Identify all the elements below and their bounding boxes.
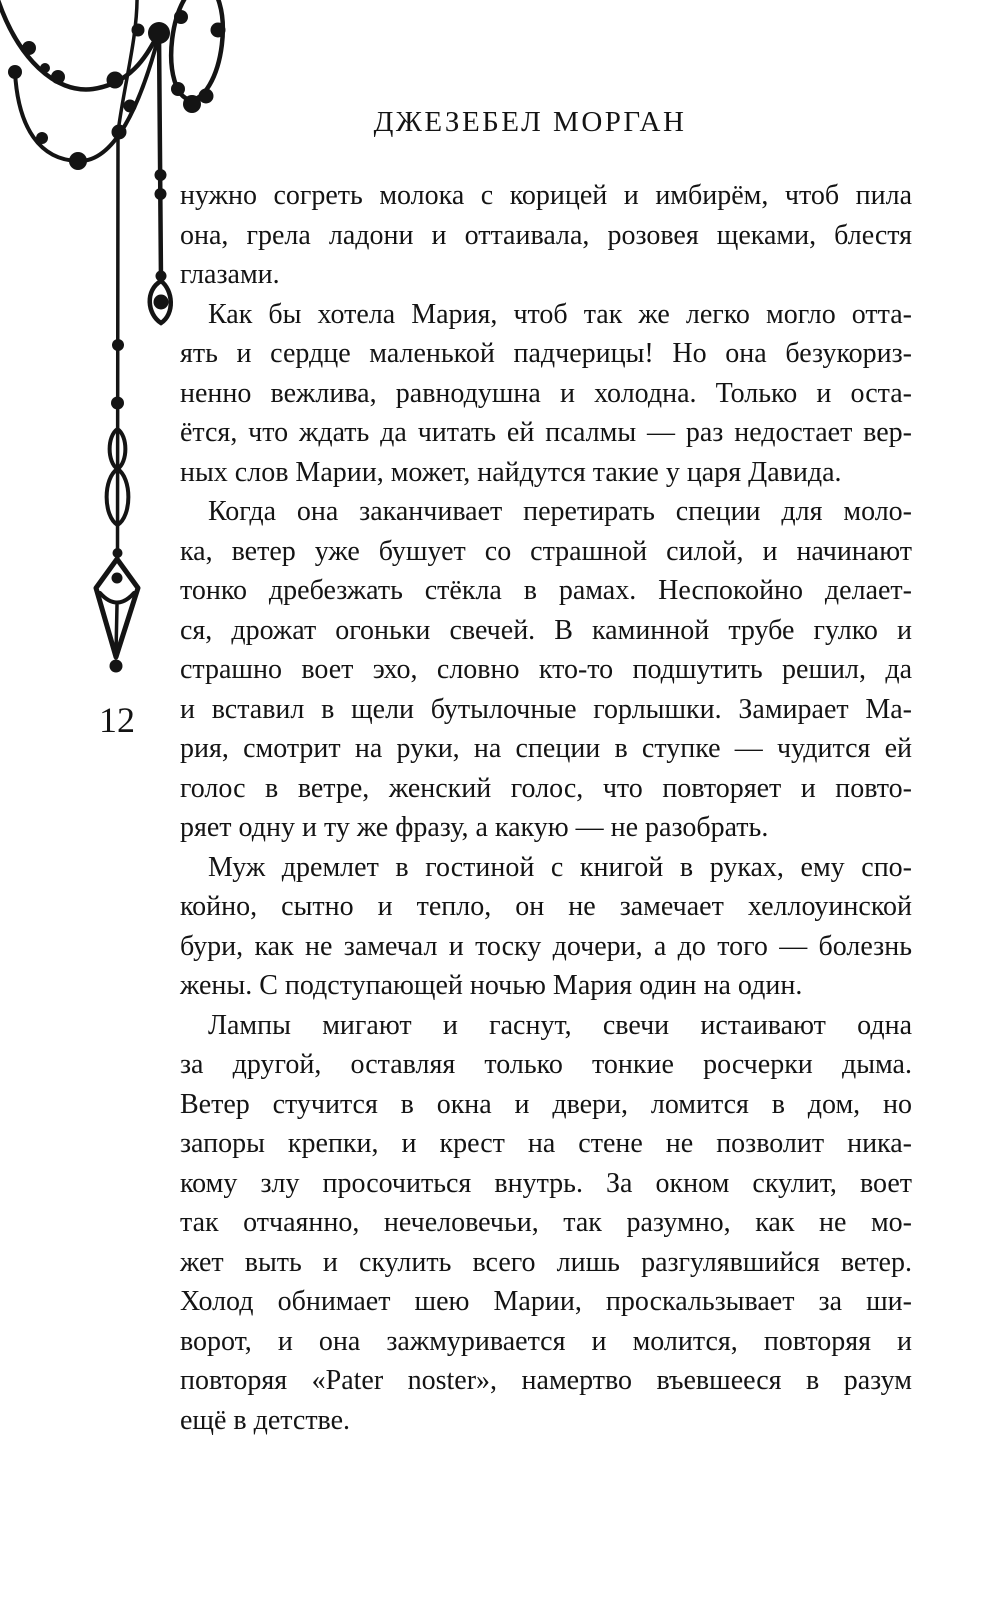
text-line: Муж дремлет в гостиной с книгой в руках, ему спо- xyxy=(208,851,912,883)
text-line: бури, как не замечал и тоску дочери, а до того — болезнь xyxy=(180,930,912,962)
text-line: ещё в детстве. xyxy=(180,1404,351,1436)
text-line: ся, дрожат огоньки свечей. В каминной трубе гулко и xyxy=(180,614,912,646)
page-number: 12 xyxy=(99,700,135,740)
text-line: ять и сердце маленькой падчерицы! Но она безукориз- xyxy=(180,338,912,369)
text-line: койно, сытно и тепло, он не замечает хеллоуинской xyxy=(180,891,912,922)
text-line: ряет одну и ту же фразу, а какую — не разобрать. xyxy=(180,812,769,843)
text-line: Как бы хотела Мария, чтоб так же легко могло отта- xyxy=(208,298,912,330)
text-line: нужно согреть молока с корицей и имбирём, чтоб пила xyxy=(180,180,912,211)
running-header: ДЖЕЗЕБЕЛ МОРГАН xyxy=(373,106,687,138)
text-line: жены. С подступающей ночью Мария один на один. xyxy=(180,970,803,1001)
text-line: Ветер стучится в окна и двери, ломится в дом, но xyxy=(180,1088,912,1120)
text-line: кому злу просочиться внутрь. За окном скулит, воет xyxy=(180,1167,912,1199)
text-line: голос в ветре, женский голос, что повторяет и повто- xyxy=(180,772,912,804)
text-line: жет выть и скулить всего лишь разгулявшийся ветер. xyxy=(180,1246,912,1278)
text-line: ных слов Марии, может, найдутся такие у царя Давида. xyxy=(180,456,842,488)
text-line: рия, смотрит на руки, на специи в ступке — чудится ей xyxy=(180,733,912,764)
text-line: ка, ветер уже бушует со страшной силой, и начинают xyxy=(180,535,912,567)
text-line: Холод обнимает шею Марии, проскальзывает за ши- xyxy=(180,1286,912,1317)
text-line: ворот, и она зажмуривается и молится, повторяя и xyxy=(180,1325,912,1357)
text-line: страшно воет эхо, словно кто-то подшутить решил, да xyxy=(180,654,912,685)
text-line: за другой, оставляя только тонкие росчерки дыма. xyxy=(180,1049,912,1080)
text-line: запоры крепки, и крест на стене не позволит ника- xyxy=(180,1128,912,1159)
body-text xyxy=(180,176,912,1440)
text-line: она, грела ладони и оттаивала, розовея щеками, блестя xyxy=(180,219,912,251)
text-line: Лампы мигают и гаснут, свечи истаивают одна xyxy=(208,1009,912,1041)
text-line: глазами. xyxy=(180,259,280,290)
text-line: Когда она заканчивает перетирать специи для моло- xyxy=(208,496,912,527)
text-line: повторяя «Pater noster», намертво въевшееся в разум xyxy=(180,1365,912,1396)
text-line: ётся, что ждать да читать ей псалмы — раз недостает вер- xyxy=(180,417,912,448)
text-line: тонко дребезжать стёкла в рамах. Неспокойно делает- xyxy=(180,575,912,606)
text-line: ненно вежлива, равнодушна и холодна. Только и оста- xyxy=(180,377,912,409)
text-line: так отчаянно, нечеловечьи, так разумно, как не мо- xyxy=(180,1207,912,1238)
text-line: и вставил в щели бутылочные горлышки. Замирает Ма- xyxy=(180,693,912,725)
